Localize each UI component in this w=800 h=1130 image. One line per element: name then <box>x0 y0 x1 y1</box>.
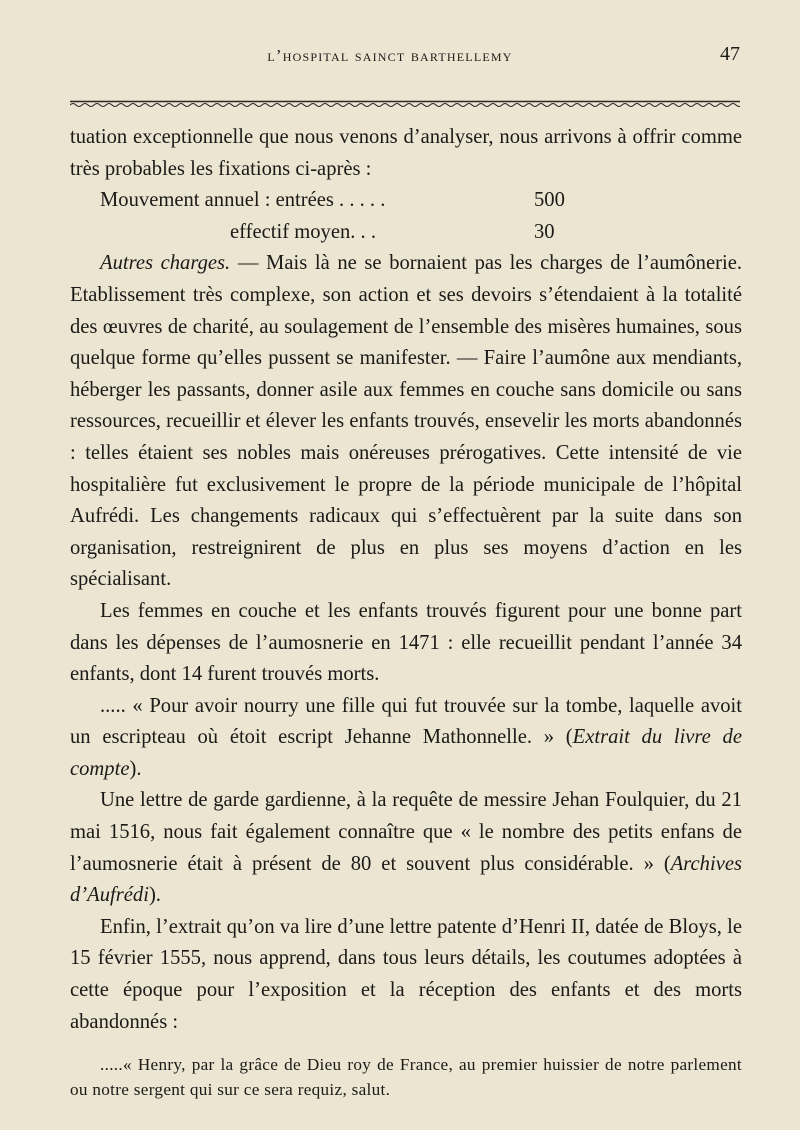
page-header <box>40 43 740 76</box>
header-ornamental-rule <box>70 100 740 110</box>
paragraph-text-end: ). <box>148 884 161 907</box>
table-value-effectif: 30 <box>534 220 555 243</box>
paragraph-continuation: tuation exceptionnelle que nous venons d’analyser, nous arrivons à offrir comme très probables les fixations ci-après : <box>70 126 742 180</box>
paragraph-text: — Mais là ne se bornaient pas les charges de l’aumônerie. Etablissement très complexe, son action et ses devoirs s’étendaient à la totalité des œuvres de charité, au soulagement de l’ensemble des misères humaines, sous quelque forme qu’elles pussent se manifester. — Faire l’aumône aux mendiants, héberger les passants, donner asile aux femmes en couche sans domicile ou sans ressources, recueillir et élever les enfants trouvés, ensevelir les morts abandonnés : telles étaient ses nobles mais onéreuses prérogatives. Cette intensité de vie hospitalière fut exclusivement le propre de la période municipale de l’hôpital Aufrédi. Les changements radicaux qui s’effectuèrent par la suite dans son organisation, restreignirent de plus en plus ses moyens d’action en les spécialisant. <box>70 252 742 591</box>
paragraph-extrait <box>70 691 742 786</box>
paragraph-text: ..... « Pour avoir nourry une fille qui fut trouvée sur la tombe, laquelle avoit un escripteau où étoit escript Jehanne Mathonnelle. » ( <box>70 694 742 749</box>
page-number: 47 <box>720 43 740 65</box>
paragraph-autres-charges <box>70 248 742 596</box>
table-row-effectif <box>70 217 742 249</box>
paragraph-lettre-patente: Enfin, l’extrait qu’on va lire d’une lettre patente d’Henri II, datée de Bloys, le 15 février 1555, nous apprend, dans tous leurs détails, les coutumes adoptées à cette époque pour l’exposition et la réception des enfants et des morts abandonnés : <box>70 915 742 1033</box>
source-citation: Archives d’Aufrédi <box>70 852 742 907</box>
table-row-entries <box>70 185 742 217</box>
paragraph-lettre-de-garde <box>70 785 742 911</box>
source-citation: Extrait du livre de compte <box>70 726 742 780</box>
table-label-entries: Mouvement annuel : entrées . . . . . <box>100 189 386 212</box>
quote-text: .....« Henry, par la grâce de Dieu roy de France, au premier huissier de notre parlement ou notre sergent qui sur ce sera requiz, salut. <box>70 1055 742 1100</box>
block-quote <box>70 1052 742 1102</box>
paragraph-text-end: ). <box>129 757 142 780</box>
paragraph-femmes-en-couche: Les femmes en couche et les enfants trouvés figurent pour une bonne part dans les dépenses de l’aumosnerie en 1471 : elle recueillit pendant l’année 34 enfants, dont 14 furent trouvés morts. <box>70 599 742 686</box>
section-title: Autres charges. <box>100 252 231 275</box>
body-text <box>70 122 742 1102</box>
running-head: l’hospital sainct barthellemy <box>267 46 513 65</box>
table-label-effectif: effectif moyen. . . <box>230 220 377 243</box>
paragraph-text: Une lettre de garde gardienne, à la requête de messire Jehan Foulquier, du 21 mai 1516, nous fait également connaître que « le nombre des petits enfans de l’aumosnerie était à présent de 80 et souvent plus considérable. » ( <box>70 789 742 875</box>
table-value-entries: 500 <box>534 189 565 212</box>
